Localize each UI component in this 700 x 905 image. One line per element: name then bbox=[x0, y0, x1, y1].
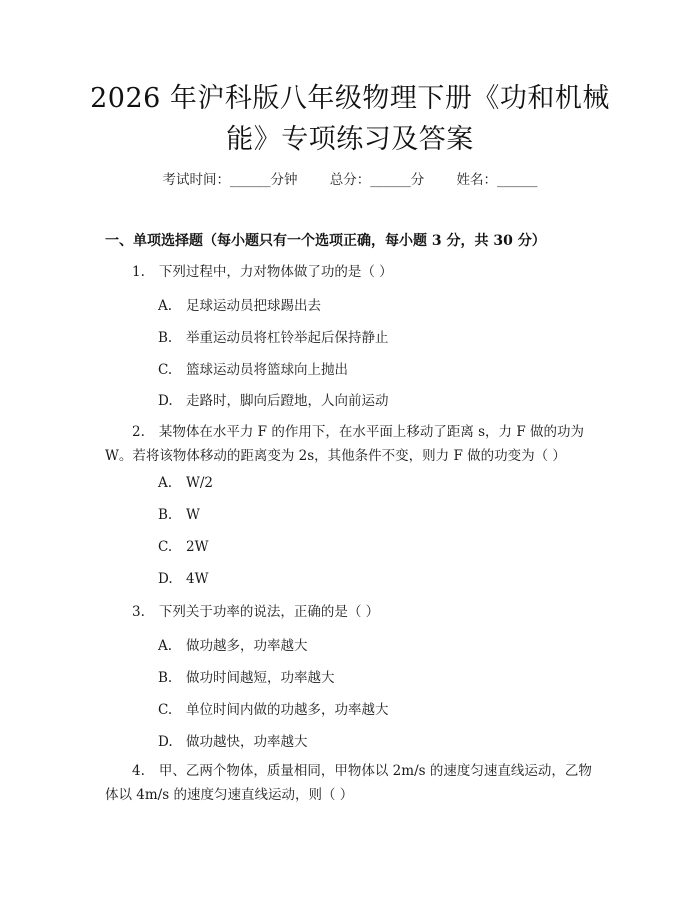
option-letter: D. bbox=[158, 571, 173, 587]
question-1-option-a bbox=[158, 294, 321, 314]
option-letter: A. bbox=[158, 638, 173, 654]
option-text: W/2 bbox=[186, 475, 214, 491]
option-letter: D. bbox=[158, 393, 173, 409]
question-3-stem bbox=[105, 600, 595, 624]
option-letter: B. bbox=[158, 330, 173, 346]
question-4-stem bbox=[105, 759, 595, 807]
option-letter: B. bbox=[158, 670, 173, 686]
option-text: 举重运动员将杠铃举起后保持静止 bbox=[186, 330, 389, 346]
option-letter: A. bbox=[158, 475, 173, 491]
question-number: 1. bbox=[132, 264, 145, 280]
option-text: 篮球运动员将篮球向上抛出 bbox=[186, 362, 348, 378]
document-title bbox=[90, 78, 610, 160]
option-text: 单位时间内做的功越多，功率越大 bbox=[186, 702, 389, 718]
question-3-option-b bbox=[158, 666, 335, 686]
exam-time-field: 考试时间：______分钟 bbox=[162, 172, 298, 188]
question-number: 3. bbox=[132, 604, 145, 620]
question-number: 4. bbox=[132, 763, 145, 779]
option-text: 走路时，脚向后蹬地，人向前运动 bbox=[186, 393, 389, 409]
option-text: W bbox=[186, 507, 200, 523]
section-heading: 一、单项选择题（每小题只有一个选项正确，每小题 3 分，共 30 分） bbox=[105, 233, 546, 249]
option-letter: C. bbox=[158, 539, 173, 555]
option-letter: D. bbox=[158, 734, 173, 750]
question-1-option-d bbox=[158, 389, 389, 409]
question-3-option-a bbox=[158, 634, 308, 654]
question-text: 某物体在水平力 F 的作用下，在水平面上移动了距离 s，力 F 做的功为 W。若将该物体移动的距离变为 2s，其他条件不变，则力 F 做的功变为（ ） bbox=[105, 424, 585, 464]
total-score-field: 总分：______分 bbox=[329, 172, 425, 188]
option-letter: A. bbox=[158, 298, 173, 314]
question-2-option-d bbox=[158, 571, 208, 587]
option-text: 做功越快，功率越大 bbox=[186, 734, 308, 750]
question-2-option-b bbox=[158, 507, 200, 523]
question-3-option-d bbox=[158, 730, 308, 750]
option-text: 4W bbox=[186, 571, 209, 587]
question-number: 2. bbox=[132, 424, 145, 440]
student-name-field: 姓名：______ bbox=[456, 172, 538, 188]
option-letter: C. bbox=[158, 702, 173, 718]
title-line-1: 2026 年沪科版八年级物理下册《功和机械 bbox=[90, 83, 610, 114]
question-2-option-a bbox=[158, 475, 213, 491]
question-text: 下列过程中，力对物体做了功的是（ ） bbox=[158, 264, 393, 280]
question-3-option-c bbox=[158, 698, 389, 718]
option-letter: C. bbox=[158, 362, 173, 378]
option-text: 足球运动员把球踢出去 bbox=[186, 298, 321, 314]
option-text: 2W bbox=[186, 539, 209, 555]
option-letter: B. bbox=[158, 507, 173, 523]
option-text: 做功时间越短，功率越大 bbox=[186, 670, 335, 686]
exam-info bbox=[0, 168, 700, 188]
option-text: 做功越多，功率越大 bbox=[186, 638, 308, 654]
question-1-stem bbox=[105, 260, 595, 284]
question-2-stem bbox=[105, 420, 595, 468]
question-text: 甲、乙两个物体，质量相同，甲物体以 2m/s 的速度匀速直线运动，乙物体以 4m/s 的速度匀速直线运动，则（ ） bbox=[105, 763, 592, 803]
question-1-option-b bbox=[158, 326, 389, 346]
question-text: 下列关于功率的说法，正确的是（ ） bbox=[158, 604, 380, 620]
question-1-option-c bbox=[158, 358, 348, 378]
title-line-2: 能》专项练习及答案 bbox=[226, 124, 474, 155]
question-2-option-c bbox=[158, 539, 208, 555]
